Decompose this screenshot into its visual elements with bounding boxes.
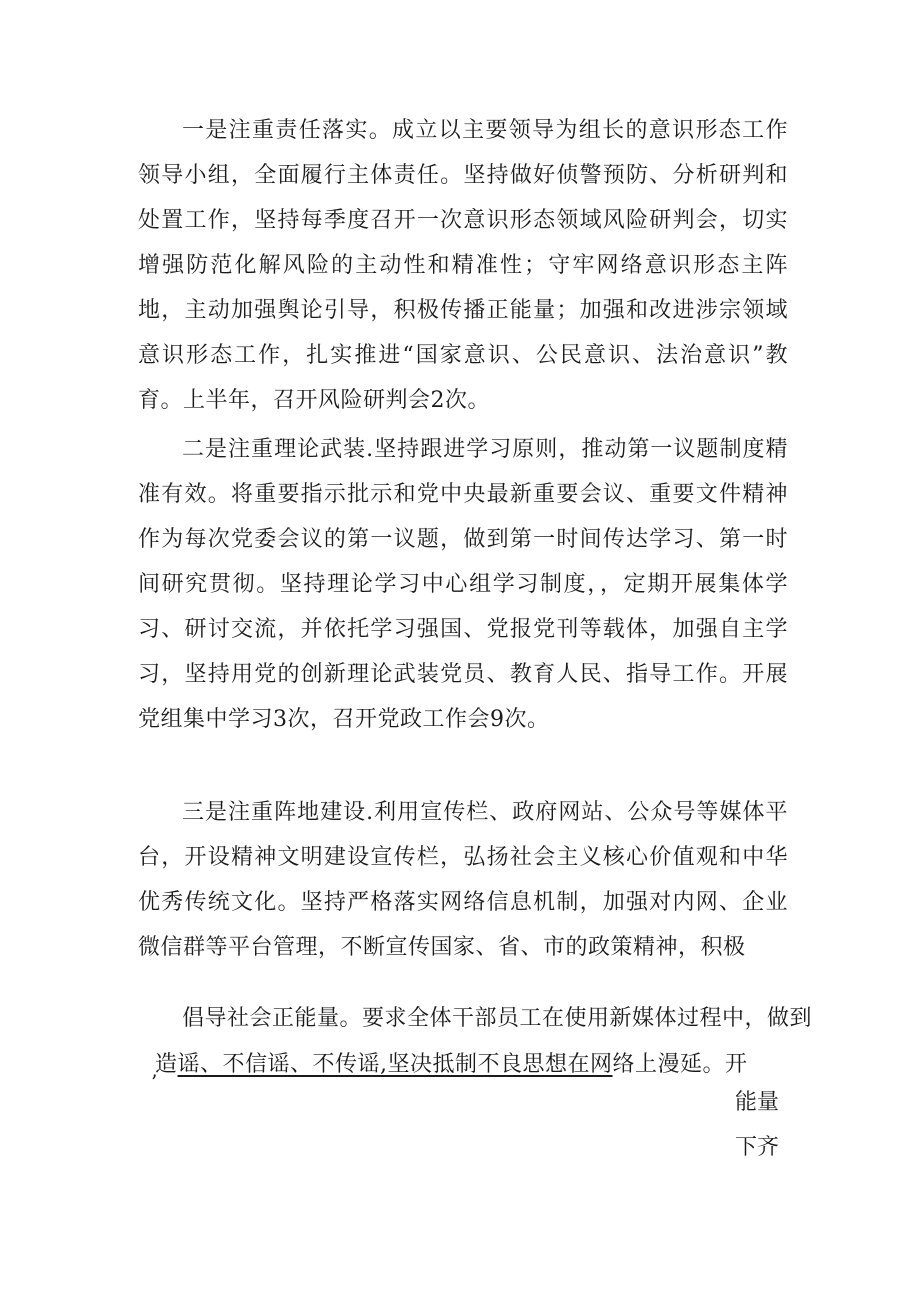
- underlined-text: 谣、不信谣、不传谣,坚决抵制不良思想在网: [177, 1052, 613, 1077]
- line-suffix: 络上漫延。开: [612, 1052, 748, 1077]
- paragraph-responsibility: 一是注重责任落实。成立以主要领导为组长的意识形态工作领导小组，全面履行主体责任。坚持做好侦警预防、分析研判和处置工作，坚持每季度召开一次意识形态领域风险研判会，切实增强防范化解风险的主动性和精准性；守牢网络意识形态主阵地，主动加强舆论引导，积极传播正能量；加强和改进涉宗领域意识形态工作，扎实推进“国家意识、公民意识、法治意识”教育。上半年，召开风险研判会2次。: [138, 118, 788, 413]
- line-prefix: 造: [155, 1052, 178, 1077]
- underlined-line: [155, 1042, 748, 1087]
- text-fragment-1: 能量: [735, 1090, 780, 1115]
- paragraph-platform: 三是注重阵地建设.利用宣传栏、政府网站、公众号等媒体平台，开设精神文明建设宣传栏，弘扬社会主义核心价值观和中华优秀传统文化。坚持严格落实网络信息机制，加强对内网、企业微信群等平台管理，不断宣传国家、省、市的政策精神，积极: [138, 800, 788, 960]
- text-fragment-2: 下齐: [735, 1135, 780, 1160]
- stray-mark: ’: [151, 1070, 158, 1094]
- paragraph-theory: 二是注重理论武装.坚持跟进学习原则，推动第一议题制度精准有效。将重要指示批示和党中央最新重要会议、重要文件精神作为每次党委会议的第一议题，做到第一时间传达学习、第一时间研究贯彻。坚持理论学习中心组学习制度，，定期开展集体学习、研讨交流，并依托学习强国、党报党刊等载体，加强自主学习，坚持用党的创新理论武装党员、教育人民、指导工作。开展党组集中学习3次，召开党政工作会9次。: [138, 437, 788, 732]
- continuation-line: 倡导社会正能量。要求全体干部员工在使用新媒体过程中，做到: [182, 1006, 813, 1031]
